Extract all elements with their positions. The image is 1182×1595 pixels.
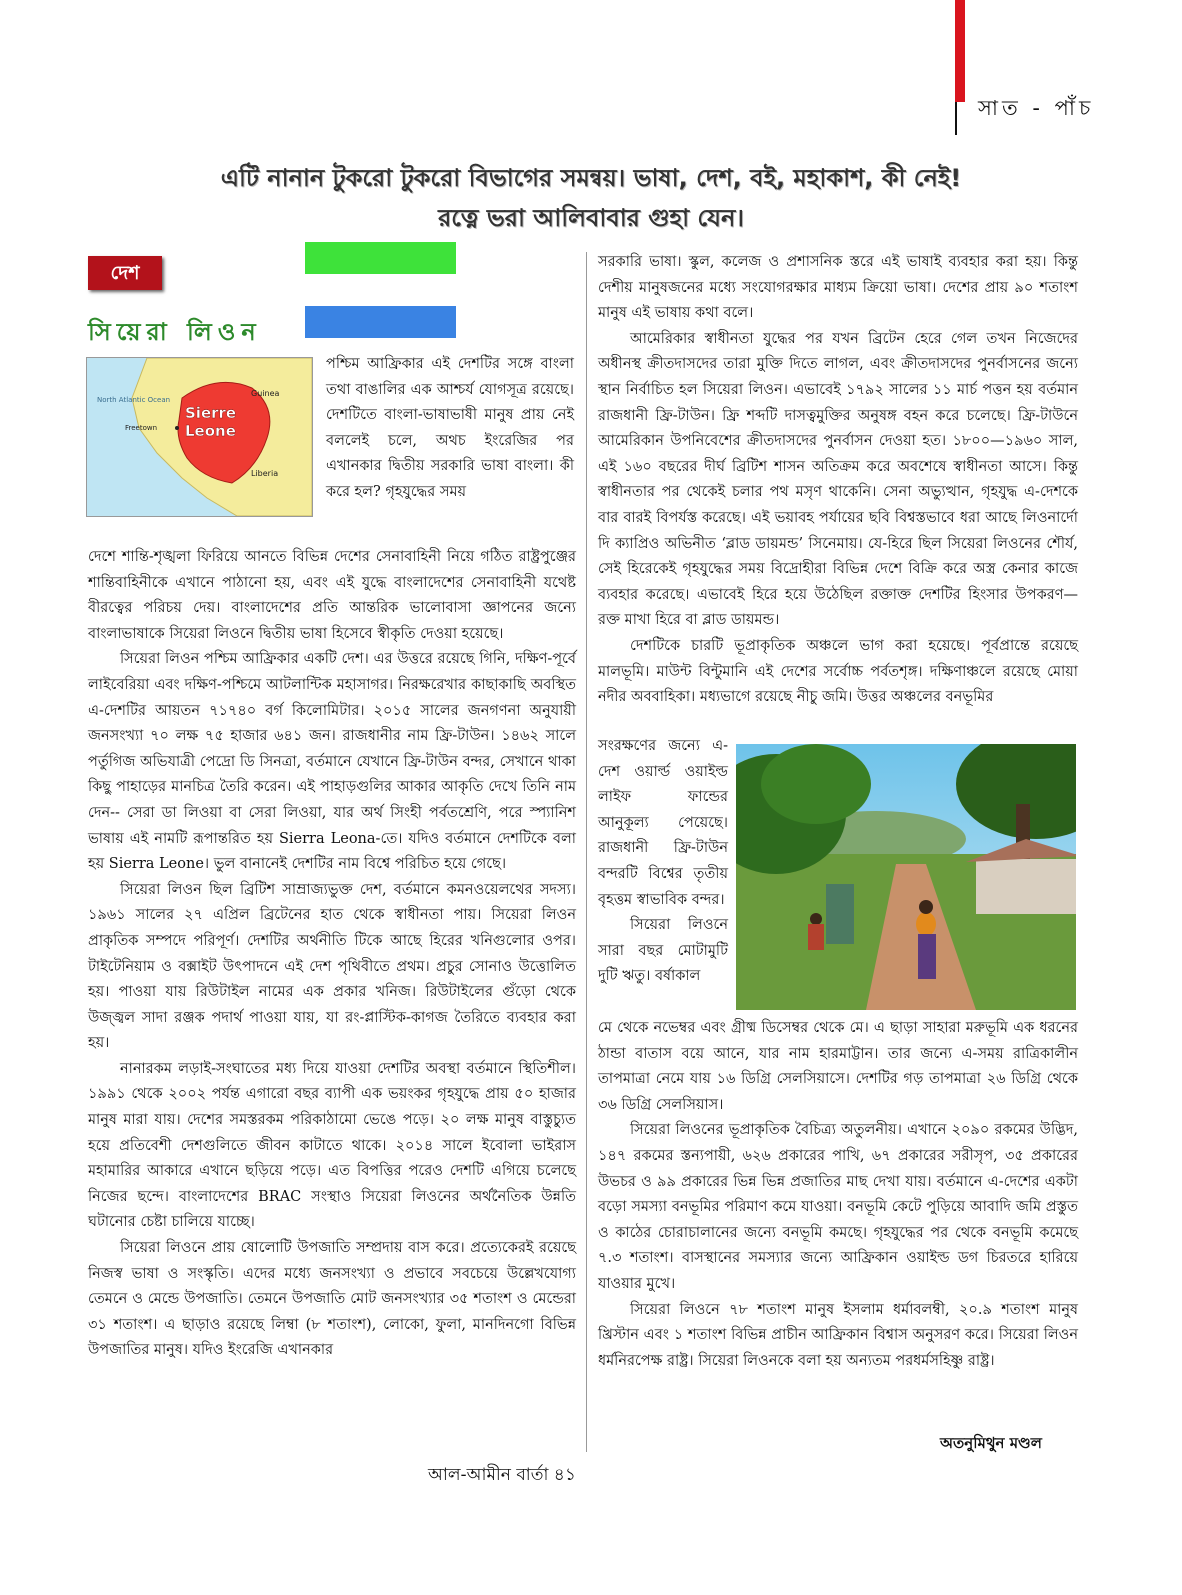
paragraph: মে থেকে নভেম্বর এবং গ্রীষ্ম ডিসেম্বর থেকে মে। এ ছাড়া সাহারা মরুভূমি এক ধরনের ঠান্ডা বাতাস বয়ে আনে, যার নাম হারমাট্টান। তার জন্যে এ-সময় রাত্রিকালীন তাপমাত্রা নেমে যায় ১৬ ডিগ্রি সেলসিয়াসে। দেশটির গড় তাপমাত্রা ২৬ ডিগ্রি থেকে ৩৬ ডিগ্রি সেলসিয়াস। xyxy=(598,1020,1078,1113)
page-headline xyxy=(60,158,1122,238)
map-label-country: Sierre Leone xyxy=(185,404,237,440)
author-name: অতনুমিথুন মণ্ডল xyxy=(940,1434,1042,1452)
section-label: সাত - পাঁচ xyxy=(978,96,1095,120)
headline-line-2: রত্নে ভরা আলিবাবার গুহা যেন। xyxy=(438,204,744,232)
right-wrap-text xyxy=(598,734,728,990)
headline-line-1: এটি নানান টুকরো টুকরো বিভাগের সমন্বয়। ভাষা, দেশ, বই, মহাকাশ, কী নেই! xyxy=(220,164,962,192)
paragraph: সিয়েরা লিওনে সারা বছর মোটামুটি দুটি ঋতু। বর্ষাকাল xyxy=(598,917,728,985)
country-map xyxy=(86,357,313,517)
capital-dot xyxy=(175,426,179,430)
paragraph: নানারকম লড়াই-সংঘাতের মধ্য দিয়ে যাওয়া দেশটির অবস্থা বর্তমানে স্থিতিশীল। ১৯৯১ থেকে ২০০২ পর্যন্ত এগারো বছর ব্যাপী এক ভয়ংকর গৃহযুদ্ধে প্রায় ৫০ হাজার মানুষ মারা যায়। দেশের সমস্তরকম পরিকাঠামো ভেঙে পড়ে। ২০ লক্ষ মানুষ বাস্তুচ্যুত হয়ে প্রতিবেশী দেশগুলিতে জীবন কাটাতে থাকে। ২০১৪ সালে ইবোলা ভাইরাস মহামারির আকারে এখানে ছড়িয়ে পড়ে। এত বিপত্তির পরেও দেশটি এগিয়ে চলেছে নিজের ছন্দে। বাংলাদেশের BRAC সংস্থাও সিয়েরা লিওনের অর্থনৈতিক উন্নতি ঘটানোর চেষ্টা চালিয়ে যাচ্ছে। xyxy=(88,1060,576,1231)
photo-graphic xyxy=(736,744,1076,1010)
map-label-south: Liberia xyxy=(251,469,279,478)
category-tag: দেশ xyxy=(88,256,162,290)
left-intro-paragraph: পশ্চিম আফ্রিকার এই দেশটির সঙ্গে বাংলা তথা বাঙালির এক আশ্চর্য যোগসূত্র রয়েছে। দেশটিতে বাংলা-ভাষাভাষী মানুষ প্রায় নেই বললেই চলে, অথচ ইংরেজির পর এখানকার দ্বিতীয় সরকারি ভাষা বাংলা। কী করে হল? গৃহযুদ্ধের সময় xyxy=(326,356,574,500)
paragraph: আমেরিকার স্বাধীনতা যুদ্ধের পর যখন ব্রিটেন হেরে গেল তখন নিজেদের অধীনস্থ ক্রীতদাসদের তারা মুক্তি দিতে লাগল, এবং ক্রীতদাসদের পুনর্বাসনের জন্যে স্থান নির্বাচিত হল সিয়েরা লিওন। এভাবেই ১৭৯২ সালের ১১ মার্চ পত্তন হয় বর্তমান রাজধানী ফ্রি-টাউন। ফ্রি শব্দটি দাসত্বমুক্তির অনুষঙ্গ বহন করে চলেছে। ফ্রি-টাউনে আমেরিকান উপনিবেশের ক্রীতদাসদের পুনর্বাসন দেওয়া হত। ১৮০০—১৯৬০ সাল, এই ১৬০ বছরের দীর্ঘ ব্রিটিশ শাসন অতিক্রম করে অবশেষে স্বাধীনতা আসে। কিন্তু স্বাধীনতার পর থেকেই চলার পথ মসৃণ থাকেনি। সেনা অভ্যুত্থান, গৃহযুদ্ধ এ-দেশকে বার বারই বিপর্যস্ত করেছে। এই ভয়াবহ পর্যায়ের ছবি বিশ্বস্তভাবে ধরা আছে লিওনার্দো দি ক্যাপ্রিও অভিনীত ‘ব্লাড ডায়মন্ড’ সিনেমায়। যে-হিরে ছিল সিয়েরা লিওনের শৌর্য, সেই হিরেকেই গৃহযুদ্ধের সময় বিদ্রোহীরা বিভিন্ন দেশে বিক্রি করে অস্ত্র কেনার কাজে ব্যবহার করেছে। এভাবেই হিরে হয়ে উঠেছিল রক্তাক্ত দেশটির হিংসার উপকরণ— রক্ত মাখা হিরে বা ব্লাড ডায়মন্ড। xyxy=(598,330,1078,629)
paragraph: দেশে শান্তি-শৃঙ্খলা ফিরিয়ে আনতে বিভিন্ন দেশের সেনাবাহিনী নিয়ে গঠিত রাষ্ট্রপুঞ্জের শান্তিবাহিনীকে এখানে পাঠানো হয়, এবং এই যুদ্ধে বাংলাদেশের সেনাবাহিনী যথেষ্ট বীরত্বের পরিচয় দেয়। বাংলাদেশের প্রতি আন্তরিক ভালোবাসা জ্ঞাপনের জন্যে বাংলাভাষাকে সিয়েরা লিওনে দ্বিতীয় ভাষা হিসেবে স্বীকৃতি দেওয়া হয়েছে। xyxy=(88,549,576,642)
map-label-capital: Freetown xyxy=(125,424,158,432)
country-title: সিয়েরা লিওন xyxy=(88,318,262,346)
map-label-north: Guinea xyxy=(251,389,280,398)
right-bottom-column xyxy=(598,1016,1078,1374)
paragraph: সিয়েরা লিওন ছিল ব্রিটিশ সাম্রাজ্যভুক্ত দেশ, বর্তমানে কমনওয়েলথের সদস্য। ১৯৬১ সালের ২৭ এপ্রিল ব্রিটেনের হাত থেকে স্বাধীনতা পায়। সিয়েরা লিওন প্রাকৃতিক সম্পদে পরিপূর্ণ। দেশটির অর্থনীতি টিকে আছে হিরের খনিগুলোর ওপর। টাইটেনিয়াম ও বক্সাইট উৎপাদনে এই দেশ পৃথিবীতে প্রথম। প্রচুর সোনাও উত্তোলিত হয়। পাওয়া যায় রিউটাইল নামের এক প্রকার খনিজ। রিউটাইলের গুঁড়ো থেকে উজ্জ্বল সাদা রঞ্জক পদার্থ পাওয়া যায়, যা রং-প্লাস্টিক-কাগজ তৈরিতে ব্যবহার করা হয়। xyxy=(88,881,576,1052)
flag-stripe-white xyxy=(305,274,456,306)
flag-stripe-green xyxy=(305,242,456,274)
header-red-bar xyxy=(955,0,965,102)
paragraph: দেশটিকে চারটি ভূপ্রাকৃতিক অঞ্চলে ভাগ করা হয়েছে। পূর্বপ্রান্তে রয়েছে মালভূমি। মাউন্ট বিন্টুমানি এই দেশের সর্বোচ্চ পর্বতশৃঙ্গ। দক্ষিণাঞ্চলে রয়েছে মোয়া নদীর অববাহিকা। মধ্যভাগে রয়েছে নীচু জমি। উত্তর অঞ্চলের বনভূমির xyxy=(598,637,1078,706)
flag-stripe-blue xyxy=(305,306,456,338)
map-label-ocean: North Atlantic Ocean xyxy=(97,396,171,404)
paragraph: সরকারি ভাষা। স্কুল, কলেজ ও প্রশাসনিক স্তরে এই ভাষাই ব্যবহার করা হয়। কিন্তু দেশীয় মানুষজনের মধ্যে সংযোগরক্ষার মাধ্যম ক্রিয়ো ভাষা। দেশের প্রায় ৯০ শতাংশ মানুষ এই ভাষায় কথা বলে। xyxy=(598,254,1078,322)
left-column xyxy=(88,545,576,1364)
paragraph: সিয়েরা লিওনে প্রায় ষোলোটি উপজাতি সম্প্রদায় বাস করে। প্রত্যেকেরই রয়েছে নিজস্ব ভাষা ও সংস্কৃতি। এদের মধ্যে জনসংখ্যা ও প্রভাবে সবচেয়ে উল্লেখযোগ্য তেমনে ও মেন্ডে উপজাতি। তেমনে উপজাতি মোট জনসংখ্যার ৩৫ শতাংশ ও মেন্ডেরা ৩১ শতাংশ। এ ছাড়াও রয়েছে লিম্বা (৮ শতাংশ), লোকো, ফুলা, মানদিনগো বিভিন্ন উপজাতির মানুষ। যদিও ইংরেজি এখানকার xyxy=(88,1240,576,1359)
paragraph: সিয়েরা লিওনে ৭৮ শতাংশ মানুষ ইসলাম ধর্মাবলম্বী, ২০.৯ শতাংশ মানুষ খ্রিস্টান এবং ১ শতাংশ বিভিন্ন প্রাচীন আফ্রিকান বিশ্বাস অনুসরণ করে। সিয়েরা লিওন ধর্মনিরপেক্ষ রাষ্ট্র। সিয়েরা লিওনকে বলা হয় অন্যতম পরধর্মসহিষ্ণু রাষ্ট্র। xyxy=(598,1301,1078,1369)
village-photo xyxy=(736,744,1076,1010)
map-graphic xyxy=(87,358,312,516)
right-column xyxy=(598,250,1078,711)
column-divider xyxy=(586,252,587,1452)
page-footer: আল-আমীন বার্তা ৪১ xyxy=(428,1465,576,1485)
left-intro-text xyxy=(326,352,574,506)
paragraph: সিয়েরা লিওন পশ্চিম আফ্রিকার একটি দেশ। এর উত্তরে রয়েছে গিনি, দক্ষিণ-পূর্বে লাইবেরিয়া এবং দক্ষিণ-পশ্চিমে আটলান্টিক মহাসাগর। নিরক্ষরেখার কাছাকাছি অবস্থিত এ-দেশটির আয়তন ৭১৭৪০ বর্গ কিলোমিটার। ২০১৫ সালের জনগণনা অনুযায়ী জনসংখ্যা ৭০ লক্ষ ৭৫ হাজার ৬৪১ জন। রাজধানীর নাম ফ্রি-টাউন। ১৪৬২ সালে পর্তুগিজ অভিযাত্রী পেদ্রো ডি সিনত্রা, বর্তমানে যেখানে ফ্রি-টাউন বন্দর, সেখানে থাকা কিছু পাহাড়ের মানচিত্র তৈরি করেন। এই পাহাড়গুলির আকার আকৃতি দেখে তিনি নাম দেন-- সেরা ডা লিওয়া বা সেরা লিওয়া, যার অর্থ সিংহী পর্বতশ্রেণি, পরে স্প্যানিশ ভাষায় এই নামটি রূপান্তরিত হয় Sierra Leona-তে। যদিও বর্তমানে দেশটিকে বলা হয় Sierra Leone। ভুল বানানেই দেশটির নাম বিশ্বে পরিচিত হয়ে গেছে। xyxy=(88,651,576,873)
paragraph: সংরক্ষণের জন্যে এ-দেশ ওয়ার্ল্ড ওয়াইল্ড লাইফ ফান্ডের আনুকূল্য পেয়েছে। রাজধানী ফ্রি-টাউন বন্দরটি বিশ্বের তৃতীয় বৃহত্তম স্বাভাবিক বন্দর। xyxy=(598,738,728,908)
paragraph: সিয়েরা লিওনের ভূপ্রাকৃতিক বৈচিত্র্য অতুলনীয়। এখানে ২০৯০ রকমের উদ্ভিদ, ১৪৭ রকমের স্তন্যপায়ী, ৬২৬ প্রকারের পাখি, ৬৭ প্রকারের সরীসৃপ, ৩৫ প্রকারের উভচর ও ৯৯ প্রকারের ভিন্ন ভিন্ন প্রজাতির মাছ দেখা যায়। বর্তমানে এ-দেশের একটা বড়ো সমস্যা বনভূমির পরিমাণ কমে যাওয়া। বনভূমি কেটে পুড়িয়ে আবাদি জমি প্রস্তুত ও কাঠের চোরাচালানের জন্যে বনভূমি কমছে। গৃহযুদ্ধের পর থেকে বনভূমি কমেছে ৭.৩ শতাংশ। বাসস্থানের সমস্যার জন্যে আফ্রিকান ওয়াইল্ড ডগ চিরতরে হারিয়ে যাওয়ার মুখে। xyxy=(598,1122,1078,1292)
